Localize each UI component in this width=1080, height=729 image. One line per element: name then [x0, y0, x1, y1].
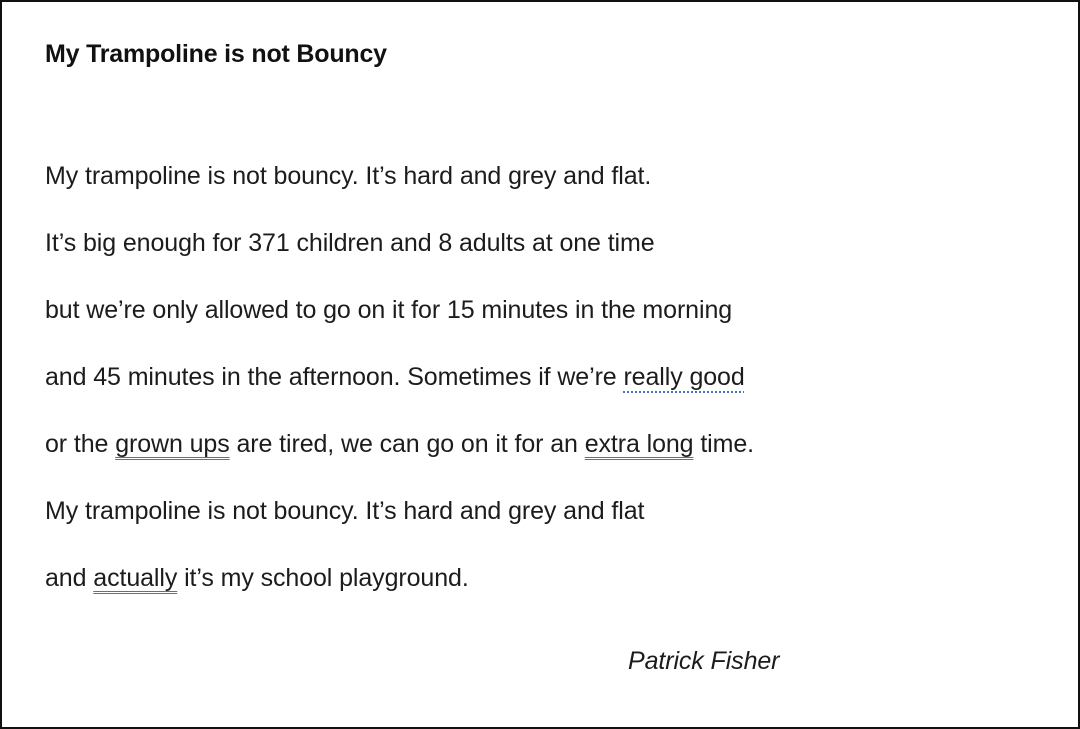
poem-title: My Trampoline is not Bouncy — [45, 40, 387, 68]
poem-text — [45, 143, 1005, 612]
poem-text-segment: My trampoline is not bouncy. It’s hard and grey and flat. — [45, 162, 652, 190]
poem-text-segment: are tired, we can go on it for an — [229, 430, 585, 458]
poem-line — [45, 210, 1005, 277]
poem-line — [45, 277, 1005, 344]
poem-author: Patrick Fisher — [628, 647, 780, 675]
poem-line — [45, 545, 1005, 612]
poem-text-segment: but we’re only allowed to go on it for 15 minutes in the morning — [45, 296, 733, 324]
poem-line — [45, 143, 1005, 210]
poem-line — [45, 478, 1005, 545]
grammar-flagged-word[interactable]: extra long — [584, 430, 694, 458]
poem-text-segment: It’s big enough for 371 children and 8 adults at one time — [45, 229, 655, 257]
poem-text-segment: or the — [45, 430, 116, 458]
poem-text-segment: and 45 minutes in the afternoon. Sometimes if we’re — [45, 363, 624, 391]
grammar-flagged-word[interactable]: grown ups — [115, 430, 230, 458]
poem-line — [45, 344, 1005, 411]
poem-text-segment: it’s my school playground. — [177, 564, 469, 592]
poem-text-segment: time. — [693, 430, 755, 458]
poem-text-segment: and — [45, 564, 94, 592]
poem-line — [45, 411, 1005, 478]
grammar-flagged-word[interactable]: actually — [93, 564, 178, 592]
poem-text-segment: My trampoline is not bouncy. It’s hard and grey and flat — [45, 497, 645, 525]
style-flagged-word[interactable]: really good — [623, 363, 745, 391]
document-body — [45, 36, 1005, 612]
